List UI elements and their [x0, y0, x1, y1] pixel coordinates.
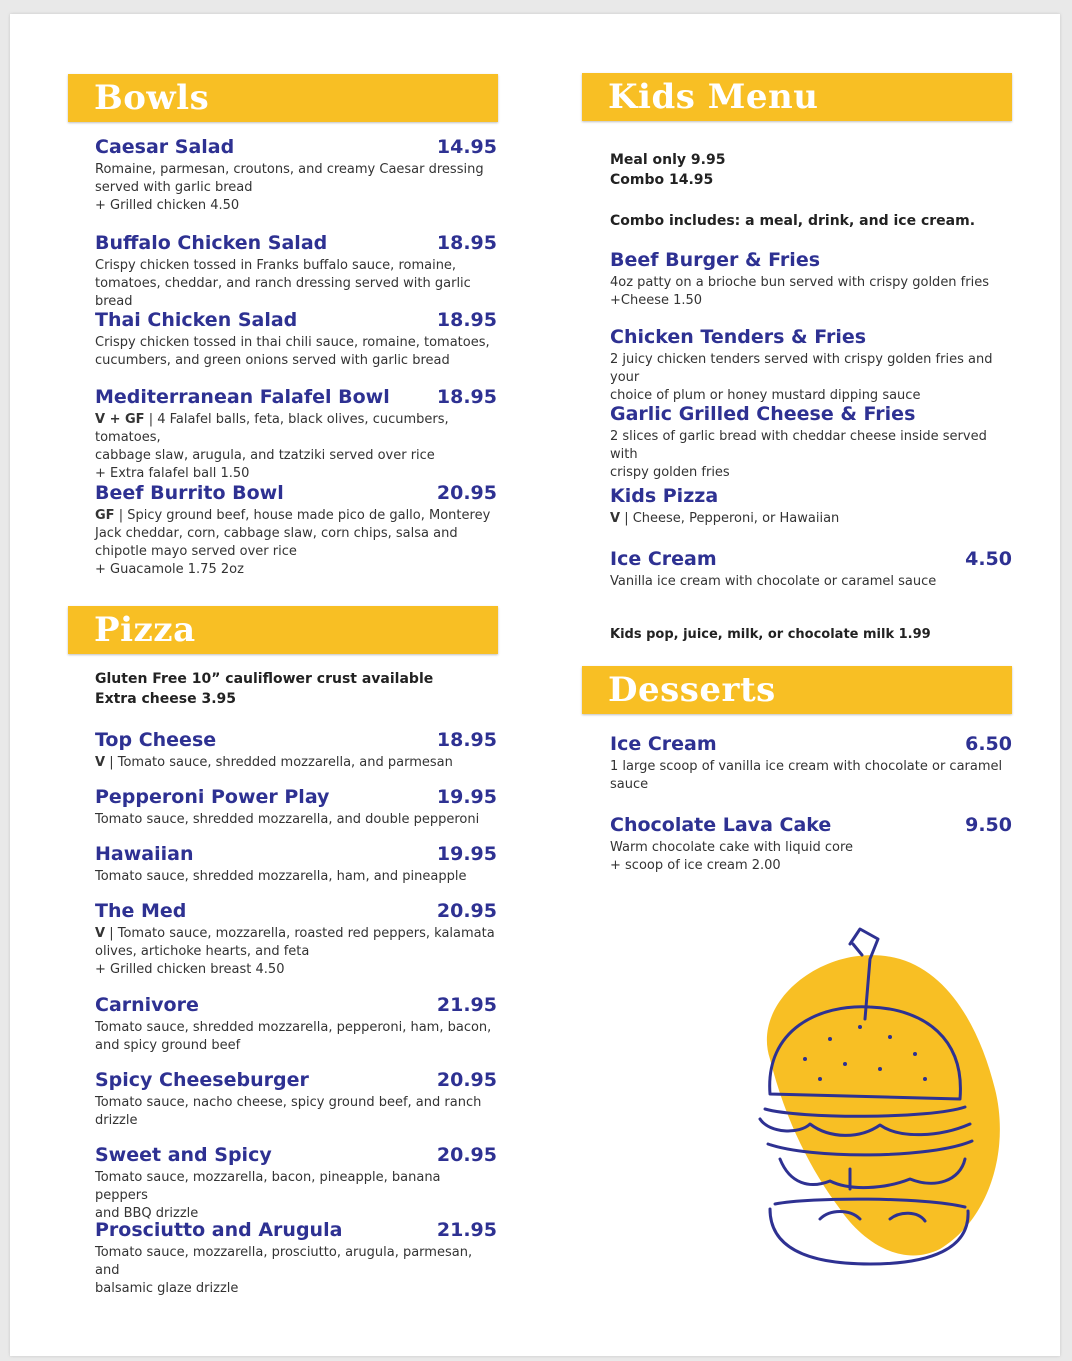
- menu-item-description: [95, 811, 479, 829]
- description-text: Tomato sauce, shredded mozzarella, ham, and pineapple: [95, 869, 467, 884]
- menu-item-description: [610, 351, 1012, 405]
- description-line: [95, 334, 490, 352]
- menu-item-name: Beef Burrito Bowl: [95, 482, 284, 504]
- menu-item: [95, 900, 497, 984]
- dietary-tag: V: [95, 926, 106, 941]
- description-text: | 4 Falafel balls, feta, black olives, cucumbers, tomatoes,: [95, 412, 449, 445]
- menu-item-description: [95, 868, 467, 886]
- description-text: Romaine, parmesan, croutons, and creamy Caesar dressing: [95, 162, 484, 177]
- menu-item: [610, 548, 1012, 596]
- description-text: Crispy chicken tossed in thai chili sauce, romaine, tomatoes,: [95, 335, 490, 350]
- menu-item-description: [95, 161, 484, 215]
- kids-pricing: [610, 150, 725, 190]
- menu-item: [610, 814, 1012, 880]
- description-text: Vanilla ice cream with chocolate or caramel sauce: [610, 574, 937, 589]
- menu-item-name: Hawaiian: [95, 843, 194, 865]
- description-line: [95, 257, 497, 275]
- menu-item: [95, 482, 497, 584]
- description-line: [610, 428, 1012, 464]
- menu-item-price: 20.95: [436, 1069, 497, 1091]
- menu-item-description: [95, 1169, 497, 1223]
- menu-item: [610, 403, 1012, 480]
- menu-item: [610, 249, 1012, 315]
- menu-item-price: 18.95: [436, 729, 497, 751]
- menu-item-description: [610, 573, 936, 591]
- menu-item-name: Chocolate Lava Cake: [610, 814, 832, 836]
- pizza-note: [95, 669, 433, 709]
- menu-item-price: 18.95: [436, 232, 497, 254]
- menu-item-price: 14.95: [436, 136, 497, 158]
- description-line: [95, 197, 484, 215]
- description-text: chipotle mayo served over rice: [95, 544, 297, 559]
- description-line: [95, 525, 490, 543]
- description-line: [610, 758, 1002, 776]
- menu-item-price: 18.95: [436, 386, 497, 408]
- description-line: [95, 352, 490, 370]
- menu-item-name: Chicken Tenders & Fries: [610, 326, 867, 348]
- description-text: + Grilled chicken 4.50: [95, 198, 240, 213]
- menu-item-description: [610, 274, 989, 310]
- description-text: + Extra falafel ball 1.50: [95, 466, 250, 481]
- kids-drinks: Kids pop, juice, milk, or chocolate milk 1.99: [610, 627, 931, 642]
- pizza-extra-cheese-note: Extra cheese 3.95: [95, 691, 237, 707]
- description-text: choice of plum or honey mustard dipping sauce: [610, 388, 921, 403]
- description-text: drizzle: [95, 1113, 138, 1128]
- menu-item-name: Mediterranean Falafel Bowl: [95, 386, 390, 408]
- kids-header: [582, 73, 1012, 121]
- menu-item-name: The Med: [95, 900, 187, 922]
- menu-item-name: Pepperoni Power Play: [95, 786, 330, 808]
- menu-item: [95, 386, 497, 481]
- menu-item-description: [95, 334, 490, 370]
- description-text: 2 slices of garlic bread with cheddar cheese inside served with: [610, 429, 987, 462]
- pizza-title: Pizza: [94, 610, 196, 650]
- description-line: [95, 543, 490, 561]
- description-line: [95, 179, 484, 197]
- description-text: cabbage slaw, arugula, and tzatziki served over rice: [95, 448, 435, 463]
- menu-item-name: Beef Burger & Fries: [610, 249, 821, 271]
- description-line: [95, 961, 495, 979]
- bowls-title: Bowls: [94, 78, 210, 118]
- description-text: 4oz patty on a brioche bun served with crispy golden fries: [610, 275, 989, 290]
- description-line: [95, 561, 490, 579]
- menu-item-price: 20.95: [436, 900, 497, 922]
- menu-item-name: Top Cheese: [95, 729, 217, 751]
- description-line: [610, 839, 853, 857]
- description-text: + Guacamole 1.75 2oz: [95, 562, 244, 577]
- menu-item: [95, 136, 497, 220]
- menu-item-name: Caesar Salad: [95, 136, 235, 158]
- menu-item-description: [95, 257, 497, 311]
- menu-item-price: 21.95: [436, 1219, 497, 1241]
- burger-illustration-icon: [710, 919, 1010, 1279]
- menu-item-name: Carnivore: [95, 994, 199, 1016]
- description-line: [95, 1019, 491, 1037]
- description-text: Tomato sauce, nacho cheese, spicy ground beef, and ranch: [95, 1095, 482, 1110]
- description-line: [610, 274, 989, 292]
- menu-item: [610, 326, 1012, 403]
- menu-item: [95, 1219, 497, 1296]
- menu-item-name: Garlic Grilled Cheese & Fries: [610, 403, 916, 425]
- menu-item-description: [610, 428, 1012, 482]
- menu-item-description: [95, 507, 490, 579]
- description-text: crispy golden fries: [610, 465, 730, 480]
- description-line: [95, 161, 484, 179]
- menu-item-name: Spicy Cheeseburger: [95, 1069, 309, 1091]
- description-text: +Cheese 1.50: [610, 293, 703, 308]
- description-text: 1 large scoop of vanilla ice cream with chocolate or caramel: [610, 759, 1003, 774]
- description-text: balsamic glaze drizzle: [95, 1281, 239, 1296]
- description-text: Tomato sauce, mozzarella, prosciutto, arugula, parmesan, and: [95, 1245, 473, 1278]
- menu-item: [95, 1069, 497, 1135]
- description-text: Tomato sauce, shredded mozzarella, pepperoni, ham, bacon,: [95, 1020, 492, 1035]
- menu-item: [95, 309, 497, 375]
- kids-combo-includes: Combo includes: a meal, drink, and ice cream.: [610, 213, 976, 229]
- pizza-header: [68, 606, 498, 654]
- menu-item-description: [95, 1019, 491, 1055]
- menu-item: [95, 729, 497, 777]
- menu-item-name: Sweet and Spicy: [95, 1144, 272, 1166]
- description-text: Tomato sauce, mozzarella, bacon, pineapple, banana peppers: [95, 1170, 441, 1203]
- description-text: olives, artichoke hearts, and feta: [95, 944, 310, 959]
- description-line: [610, 510, 839, 528]
- menu-item-price: 21.95: [436, 994, 497, 1016]
- menu-item-description: [610, 758, 1002, 794]
- pizza-gluten-free-note: Gluten Free 10” cauliflower crust available: [95, 671, 434, 687]
- menu-item-name: Prosciutto and Arugula: [95, 1219, 343, 1241]
- description-line: [610, 464, 1012, 482]
- description-line: [95, 943, 495, 961]
- menu-item-price: 19.95: [436, 786, 497, 808]
- description-line: [95, 1169, 497, 1205]
- description-line: [95, 1037, 491, 1055]
- desserts-title: Desserts: [608, 670, 776, 710]
- dietary-tag: V: [95, 755, 106, 770]
- menu-item-name: Ice Cream: [610, 733, 717, 755]
- menu-item-description: [95, 1094, 481, 1130]
- menu-item-name: Thai Chicken Salad: [95, 309, 298, 331]
- description-line: [95, 1244, 497, 1280]
- description-text: 2 juicy chicken tenders served with crispy golden fries and your: [610, 352, 993, 385]
- dietary-tag: V: [610, 511, 621, 526]
- description-line: [95, 465, 497, 483]
- menu-item-name: Kids Pizza: [610, 485, 719, 507]
- menu-item: [95, 786, 497, 834]
- description-text: | Tomato sauce, shredded mozzarella, and parmesan: [109, 755, 453, 770]
- menu-item-price: 6.50: [965, 733, 1012, 755]
- bowls-header: [68, 74, 498, 122]
- menu-item: [95, 994, 497, 1060]
- description-line: [610, 351, 1012, 387]
- description-text: + Grilled chicken breast 4.50: [95, 962, 285, 977]
- description-line: [95, 507, 490, 525]
- menu-item-description: [95, 754, 453, 772]
- menu-item-description: [95, 411, 497, 483]
- menu-item-price: 19.95: [436, 843, 497, 865]
- kids-combo: Combo 14.95: [610, 172, 714, 188]
- menu-page: [10, 14, 1060, 1356]
- description-line: [610, 857, 853, 875]
- description-line: [95, 411, 497, 447]
- menu-item-price: 4.50: [965, 548, 1012, 570]
- description-line: [95, 275, 497, 311]
- description-line: [95, 1094, 481, 1112]
- description-line: [610, 573, 936, 591]
- menu-item-name: Ice Cream: [610, 548, 717, 570]
- description-text: served with garlic bread: [95, 180, 253, 195]
- menu-item: [95, 843, 497, 891]
- menu-item-price: 18.95: [436, 309, 497, 331]
- kids-title: Kids Menu: [608, 77, 819, 117]
- description-text: cucumbers, and green onions served with garlic bread: [95, 353, 450, 368]
- menu-item-description: [610, 839, 853, 875]
- menu-item-description: [95, 1244, 497, 1298]
- description-text: tomatoes, cheddar, and ranch dressing served with garlic bread: [95, 276, 471, 309]
- description-text: + scoop of ice cream 2.00: [610, 858, 781, 873]
- description-line: [95, 1112, 481, 1130]
- menu-item-price: 9.50: [965, 814, 1012, 836]
- description-text: | Tomato sauce, mozzarella, roasted red peppers, kalamata: [109, 926, 495, 941]
- description-text: | Spicy ground beef, house made pico de gallo, Monterey: [118, 508, 491, 523]
- dietary-tag: GF: [95, 508, 115, 523]
- menu-item-name: Buffalo Chicken Salad: [95, 232, 328, 254]
- menu-item: [95, 1144, 497, 1221]
- menu-item-price: 20.95: [436, 1144, 497, 1166]
- description-line: [95, 868, 467, 886]
- description-line: [610, 292, 989, 310]
- description-text: and BBQ drizzle: [95, 1206, 199, 1221]
- description-text: Tomato sauce, shredded mozzarella, and double pepperoni: [95, 812, 480, 827]
- menu-item-price: 20.95: [436, 482, 497, 504]
- description-text: sauce: [610, 777, 649, 792]
- description-line: [95, 1280, 497, 1298]
- desserts-header: [582, 666, 1012, 714]
- description-text: Jack cheddar, corn, cabbage slaw, corn chips, salsa and: [95, 526, 458, 541]
- description-line: [95, 447, 497, 465]
- description-line: [95, 925, 495, 943]
- dietary-tag: V + GF: [95, 412, 145, 427]
- menu-item-description: [610, 510, 839, 528]
- kids-meal-only: Meal only 9.95: [610, 152, 726, 168]
- menu-item: [95, 232, 497, 309]
- description-text: Crispy chicken tossed in Franks buffalo sauce, romaine,: [95, 258, 457, 273]
- description-text: Warm chocolate cake with liquid core: [610, 840, 854, 855]
- description-line: [95, 811, 479, 829]
- menu-item: [610, 485, 1012, 533]
- description-line: [95, 754, 453, 772]
- description-text: and spicy ground beef: [95, 1038, 241, 1053]
- menu-item: [610, 733, 1012, 799]
- description-text: | Cheese, Pepperoni, or Hawaiian: [624, 511, 840, 526]
- description-line: [610, 776, 1002, 794]
- menu-item-description: [95, 925, 495, 979]
